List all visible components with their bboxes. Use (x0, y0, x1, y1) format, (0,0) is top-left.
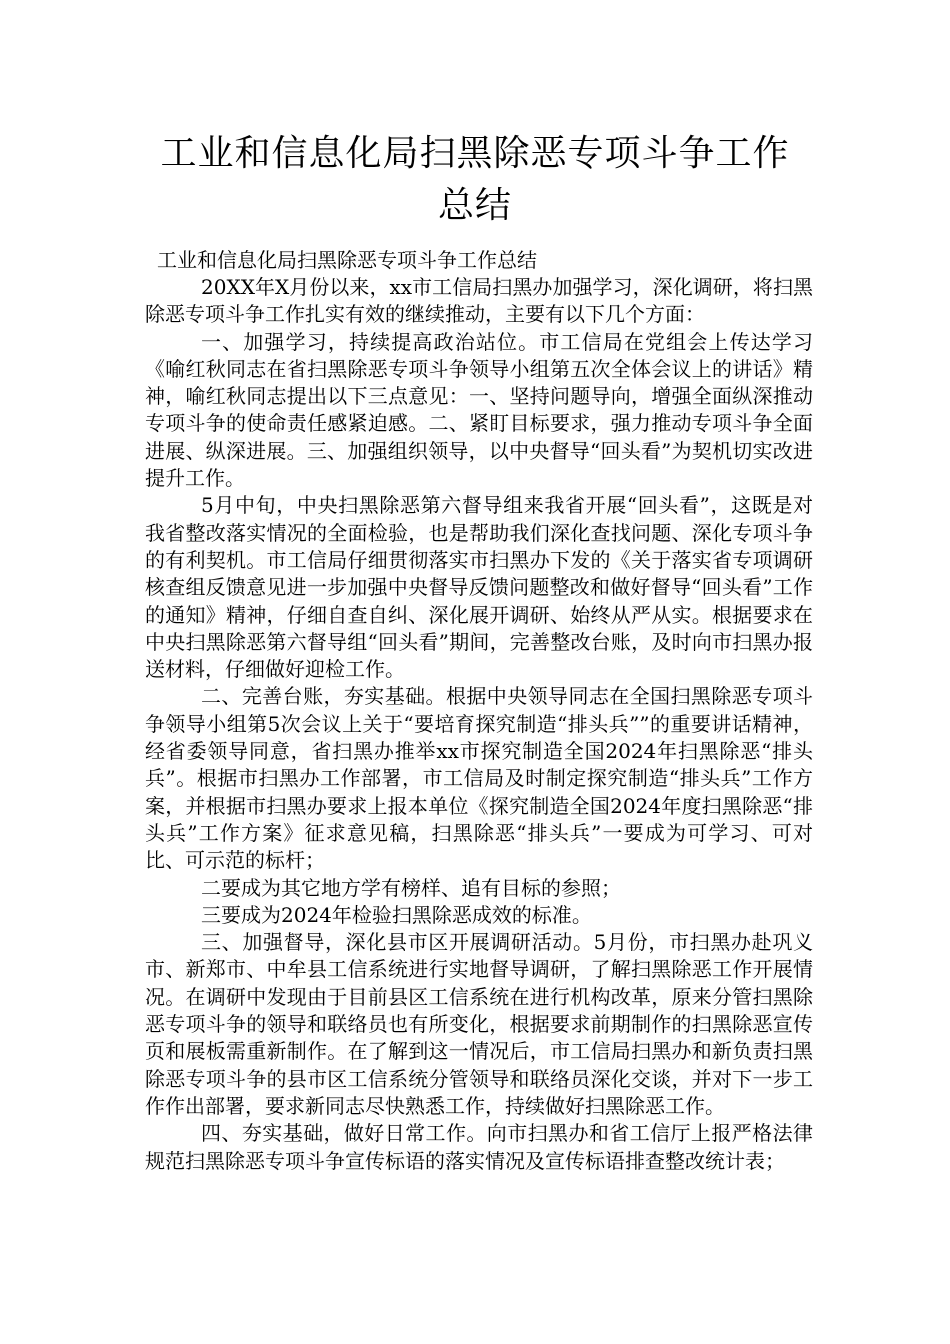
paragraph-section-3: 三、加强督导，深化县市区开展调研活动。5月份，市扫黑办赴巩义市、新郑市、中牟县工信系统进行实地督导调研，了解扫黑除恶工作开展情况。在调研中发现由于目前县区工信系统在进行机构改革，原来分管扫黑除恶专项斗争的领导和联络员也有所变化，根据要求前期制作的扫黑除恶宣传页和展板需重新制作。在了解到这一情况后，市工信局扫黑办和新负责扫黑除恶专项斗争的县市区工信系统分管领导和联络员深化交谈，并对下一步工作作出部署，要求新同志尽快熟悉工作，持续做好扫黑除恶工作。 (145, 930, 813, 1118)
paragraph-mid-may: 5月中旬，中央扫黑除恶第六督导组来我省开展“回头看”，这既是对我省整改落实情况的全面检验，也是帮助我们深化查找问题、深化专项斗争的有利契机。市工信局仔细贯彻落实市扫黑办下发的《关于落实省专项调研核查组反馈意见进一步加强中央督导反馈问题整改和做好督导“回头看”工作的通知》精神，仔细自查自纠、深化展开调研、始终从严从实。根据要求在中央扫黑除恶第六督导组“回头看”期间，完善整改台账，及时向市扫黑办报送材料，仔细做好迎检工作。 (145, 493, 813, 682)
paragraph-intro: 20XX年X月份以来，xx市工信局扫黑办加强学习，深化调研，将扫黑除恶专项斗争工作扎实有效的继续推动，主要有以下几个方面： (145, 275, 813, 327)
paragraph-third-requirement: 三要成为2024年检验扫黑除恶成效的标准。 (201, 902, 592, 927)
document-subtitle: 工业和信息化局扫黑除恶专项斗争工作总结 (157, 248, 537, 272)
document-title: 工业和信息化局扫黑除恶专项斗争工作总结 (160, 133, 790, 226)
document-body (145, 247, 813, 1175)
paragraph-section-1: 一、加强学习，持续提高政治站位。市工信局在党组会上传达学习《喻红秋同志在省扫黑除恶专项斗争领导小组第五次全体会议上的讲话》精神，喻红秋同志提出以下三点意见：一、坚持问题导向，增强全面纵深推动专项斗争的使命责任感紧迫感。二、紧盯目标要求，强力推动专项斗争全面进展、纵深进展。三、加强组织领导，以中央督导“回头看”为契机切实改进提升工作。 (145, 329, 813, 491)
paragraph-second-requirement: 二要成为其它地方学有榜样、追有目标的参照； (201, 875, 621, 900)
paragraph-section-4: 四、夯实基础，做好日常工作。向市扫黑办和省工信厅上报严格法律规范扫黑除恶专项斗争宣传标语的落实情况及宣传标语排查整改统计表； (145, 1121, 813, 1173)
paragraph-section-2: 二、完善台账，夯实基础。根据中央领导同志在全国扫黑除恶专项斗争领导小组第5次会议上关于“要培育探究制造“排头兵””的重要讲话精神，经省委领导同意，省扫黑办推举xx市探究制造全国2024年扫黑除恶“排头兵”。根据市扫黑办工作部署，市工信局及时制定探究制造“排头兵”工作方案，并根据市扫黑办要求上报本单位《探究制造全国2024年度扫黑除恶“排头兵”工作方案》征求意见稿，扫黑除恶“排头兵”一要成为可学习、可对比、可示范的标杆； (145, 684, 813, 873)
